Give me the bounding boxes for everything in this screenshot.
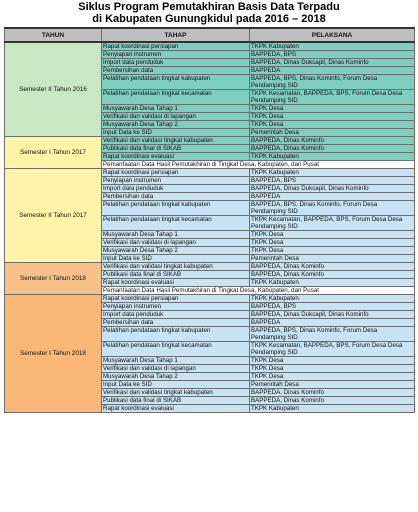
title-line-1: Siklus Program Pemutakhiran Basis Data Terpadu [78, 1, 340, 13]
tahap-cell: Rapat koordinasi evaluasi [102, 279, 250, 287]
tahap-cell: Verifikasi dan validasi di lapangan [102, 365, 250, 373]
pelaksana-cell: BAPPEDA [250, 193, 415, 201]
header-tahap: TAHAP [102, 28, 250, 42]
period-cell: Semester I Tahun 2018 [5, 263, 102, 295]
pelaksana-cell: TKPK Kecamatan, BAPPEDA, BPS, Forum Desa Desa Pendamping SID [250, 216, 415, 231]
tahap-cell: Publikasi data final di SIKAB [102, 271, 250, 279]
pelaksana-cell: TKPK Desa [250, 239, 415, 247]
table-row [5, 42, 415, 51]
pelaksana-cell: TKPK Desa [250, 105, 415, 113]
table-row [5, 137, 415, 145]
tahap-cell: Rapat koordinasi persiapan [102, 169, 250, 177]
pelaksana-cell: BAPPEDA, Dinas Dukcapil, Dinas Kominfo [250, 311, 415, 319]
tahap-cell: Pelatihan pendataan tingkat kabupaten [102, 75, 250, 90]
pelaksana-cell: TKPK Kabupaten [250, 295, 415, 303]
pelaksana-cell: BAPPEDA, Dinas Kominfo [250, 263, 415, 271]
tahap-cell: Pembersihan data [102, 67, 250, 75]
pelaksana-cell: BAPPEDA, BPS [250, 177, 415, 185]
pelaksana-cell: BAPPEDA, Dinas Dukcapil, Dinas Kominfo [250, 59, 415, 67]
pelaksana-cell: TKPK Kabupaten [250, 169, 415, 177]
header-tahun: TAHUN [5, 28, 102, 42]
tahap-cell: Pembersihan data [102, 193, 250, 201]
tahap-cell: Verifikasi dan validasi di lapangan [102, 113, 250, 121]
pelaksana-cell: TKPK Desa [250, 247, 415, 255]
pelaksana-cell: Pemerintah Desa [250, 255, 415, 263]
tahap-cell: Pelatihan pendataan tingkat kecamatan [102, 216, 250, 231]
tahap-cell: Import data penduduk [102, 59, 250, 67]
pelaksana-cell: BAPPEDA, Dinas Kominfo [250, 137, 415, 145]
tahap-cell: Rapat koordinasi evaluasi [102, 405, 250, 413]
pelaksana-cell: BAPPEDA, Dinas Dukcapil, Dinas Kominfo [250, 185, 415, 193]
tahap-cell: Publikasi data final di SIKAB [102, 145, 250, 153]
tahap-cell: Verifikasi dan validasi tingkat kabupaten [102, 263, 250, 271]
pelaksana-cell: BAPPEDA, Dinas Kominfo [250, 271, 415, 279]
pelaksana-cell: TKPK Desa [250, 231, 415, 239]
table-row [5, 295, 415, 303]
pelaksana-cell: BAPPEDA, BPS [250, 303, 415, 311]
tahap-cell: Pelatihan pendataan tingkat kabupaten [102, 327, 250, 342]
period-cell: Semester I Tahun 2017 [5, 137, 102, 169]
tahap-cell: Penyiapan instrumen [102, 177, 250, 185]
period-cell: Semester II Tahun 2016 [5, 42, 102, 137]
pelaksana-cell: BAPPEDA, BPS [250, 51, 415, 59]
tahap-cell: Musyawarah Desa Tahap 1 [102, 231, 250, 239]
pelaksana-cell: TKPK Kecamatan, BAPPEDA, BPS, Forum Desa Desa Pendamping SID [250, 90, 415, 105]
tahap-cell: Verifikasi dan validasi di lapangan [102, 239, 250, 247]
pelaksana-cell: TKPK Kabupaten [250, 153, 415, 161]
pelaksana-cell: TKPK Kecamatan, BAPPEDA, BPS, Forum Desa Desa Pendamping SID [250, 342, 415, 357]
tahap-cell: Input Data ke SID [102, 381, 250, 389]
tahap-cell: Verifikasi dan validasi tingkat kabupaten [102, 137, 250, 145]
pelaksana-cell: Pemerintah Desa [250, 129, 415, 137]
tahap-cell: Verifikasi dan validasi tingkat kabupaten [102, 389, 250, 397]
pelaksana-cell: TKPK Kabupaten [250, 405, 415, 413]
schedule-table [4, 27, 415, 413]
pelaksana-cell: BAPPEDA [250, 67, 415, 75]
tahap-cell: Pelatihan pendataan tingkat kabupaten [102, 201, 250, 216]
pelaksana-cell: BAPPEDA, Dinas Kominfo [250, 397, 415, 405]
utilization-row: Pemanfaatan Data Hasil Pemutakhiran di Tingkat Desa, Kabupaten, dan Pusat [102, 287, 415, 295]
table-row [5, 263, 415, 271]
pelaksana-cell: BAPPEDA, BPS, Dinas Kominfo, Forum Desa Pendamping SID [250, 201, 415, 216]
pelaksana-cell: TKPK Desa [250, 365, 415, 373]
title-line-2: di Kabupaten Gunungkidul pada 2016 – 2018 [92, 13, 326, 25]
pelaksana-cell: Pemerintah Desa [250, 381, 415, 389]
tahap-cell: Publikasi data final di SIKAB [102, 397, 250, 405]
tahap-cell: Musyawarah Desa Tahap 2 [102, 373, 250, 381]
tahap-cell: Rapat koordinasi persiapan [102, 42, 250, 51]
tahap-cell: Penyiapan instrumen [102, 51, 250, 59]
pelaksana-cell: TKPK Desa [250, 121, 415, 129]
tahap-cell: Pembersihan data [102, 319, 250, 327]
period-cell: Semester I Tahun 2018 [5, 295, 102, 413]
pelaksana-cell: BAPPEDA, Dinas Kominfo [250, 145, 415, 153]
tahap-cell: Musyawarah Desa Tahap 2 [102, 121, 250, 129]
pelaksana-cell: BAPPEDA, Dinas Kominfo [250, 389, 415, 397]
tahap-cell: Pelatihan pendataan tingkat kecamatan [102, 342, 250, 357]
tahap-cell: Input Data ke SID [102, 129, 250, 137]
pelaksana-cell: TKPK Kabupaten [250, 42, 415, 51]
tahap-cell: Import data penduduk [102, 311, 250, 319]
tahap-cell: Input Data ke SID [102, 255, 250, 263]
pelaksana-cell: BAPPEDA [250, 319, 415, 327]
tahap-cell: Musyawarah Desa Tahap 1 [102, 105, 250, 113]
tahap-cell: Musyawarah Desa Tahap 2 [102, 247, 250, 255]
tahap-cell: Penyiapan instrumen [102, 303, 250, 311]
pelaksana-cell: TKPK Kabupaten [250, 279, 415, 287]
utilization-row: Pemanfaatan Data Hasil Pemutakhiran di Tingkat Desa, Kabupaten, dan Pusat [102, 161, 415, 169]
header-pelaksana: PELAKSANA [250, 28, 415, 42]
pelaksana-cell: BAPPEDA, BPS, Dinas Kominfo, Forum Desa Pendamping SID [250, 327, 415, 342]
tahap-cell: Musyawarah Desa Tahap 1 [102, 357, 250, 365]
tahap-cell: Rapat koordinasi evaluasi [102, 153, 250, 161]
tahap-cell: Rapat koordinasi persiapan [102, 295, 250, 303]
period-cell: Semester II Tahun 2017 [5, 169, 102, 263]
pelaksana-cell: TKPK Desa [250, 113, 415, 121]
table-row [5, 169, 415, 177]
tahap-cell: Import data penduduk [102, 185, 250, 193]
pelaksana-cell: TKPK Desa [250, 373, 415, 381]
pelaksana-cell: BAPPEDA, BPS, Dinas Kominfo, Forum Desa Pendamping SID [250, 75, 415, 90]
page-title [0, 0, 418, 27]
pelaksana-cell: TKPK Desa [250, 357, 415, 365]
tahap-cell: Pelatihan pendataan tingkat kecamatan [102, 90, 250, 105]
